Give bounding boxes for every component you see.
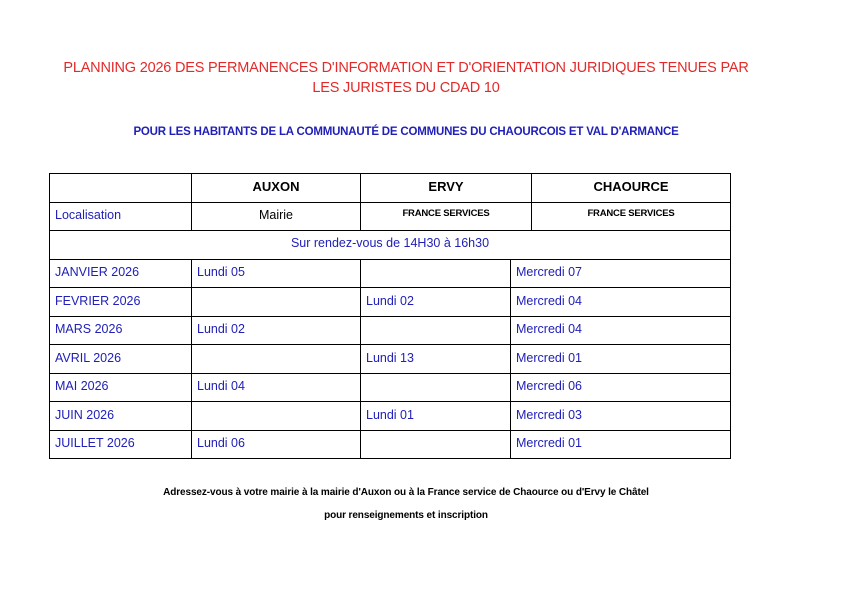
ervy-date: Lundi 13 — [366, 351, 414, 365]
chaource-date: Mercredi 03 — [516, 408, 582, 422]
chaource-date: Mercredi 04 — [516, 294, 582, 308]
chaource-date: Mercredi 06 — [516, 379, 582, 393]
month-cell: JANVIER 2026 — [55, 265, 140, 279]
location-label: Localisation — [55, 208, 122, 222]
appointment-note: Sur rendez-vous de 14H30 à 16h30 — [290, 236, 490, 250]
header-chaource: CHAOURCE — [593, 179, 669, 194]
chaource-date: Mercredi 01 — [516, 436, 582, 450]
location-ervy: FRANCE SERVICES — [402, 208, 490, 219]
location-chaource: FRANCE SERVICES — [587, 208, 675, 219]
auxon-date: Lundi 02 — [197, 322, 245, 336]
month-cell: FEVRIER 2026 — [55, 294, 141, 308]
month-cell: MARS 2026 — [55, 322, 123, 336]
schedule-table — [49, 173, 731, 459]
month-cell: JUILLET 2026 — [55, 436, 135, 450]
chaource-date: Mercredi 07 — [516, 265, 582, 279]
page-subtitle: POUR LES HABITANTS DE LA COMMUNAUTÉ DE COMMUNES DU CHAOURCOIS ET VAL D'ARMANCE — [133, 126, 679, 138]
footer-line-2: pour renseignements et inscription — [324, 510, 488, 521]
auxon-date: Lundi 04 — [197, 379, 245, 393]
footer-line-1: Adressez-vous à votre mairie à la mairie d'Auxon ou à la France service de Chaource ou d'Ervy le Châtel — [163, 487, 649, 498]
header-ervy: ERVY — [428, 179, 464, 194]
ervy-date: Lundi 02 — [366, 294, 414, 308]
title-line-1: PLANNING 2026 DES PERMANENCES D'INFORMATION ET D'ORIENTATION JURIDIQUES TENUES PAR — [63, 60, 749, 76]
header-auxon: AUXON — [252, 179, 300, 194]
page-title — [0, 58, 812, 98]
location-auxon: Mairie — [258, 208, 294, 222]
month-cell: JUIN 2026 — [55, 408, 115, 422]
auxon-date: Lundi 05 — [197, 265, 245, 279]
month-cell: AVRIL 2026 — [55, 351, 122, 365]
chaource-date: Mercredi 01 — [516, 351, 582, 365]
title-line-2: LES JURISTES DU CDAD 10 — [312, 80, 500, 96]
month-cell: MAI 2026 — [55, 379, 109, 393]
chaource-date: Mercredi 04 — [516, 322, 582, 336]
auxon-date: Lundi 06 — [197, 436, 245, 450]
ervy-date: Lundi 01 — [366, 408, 414, 422]
